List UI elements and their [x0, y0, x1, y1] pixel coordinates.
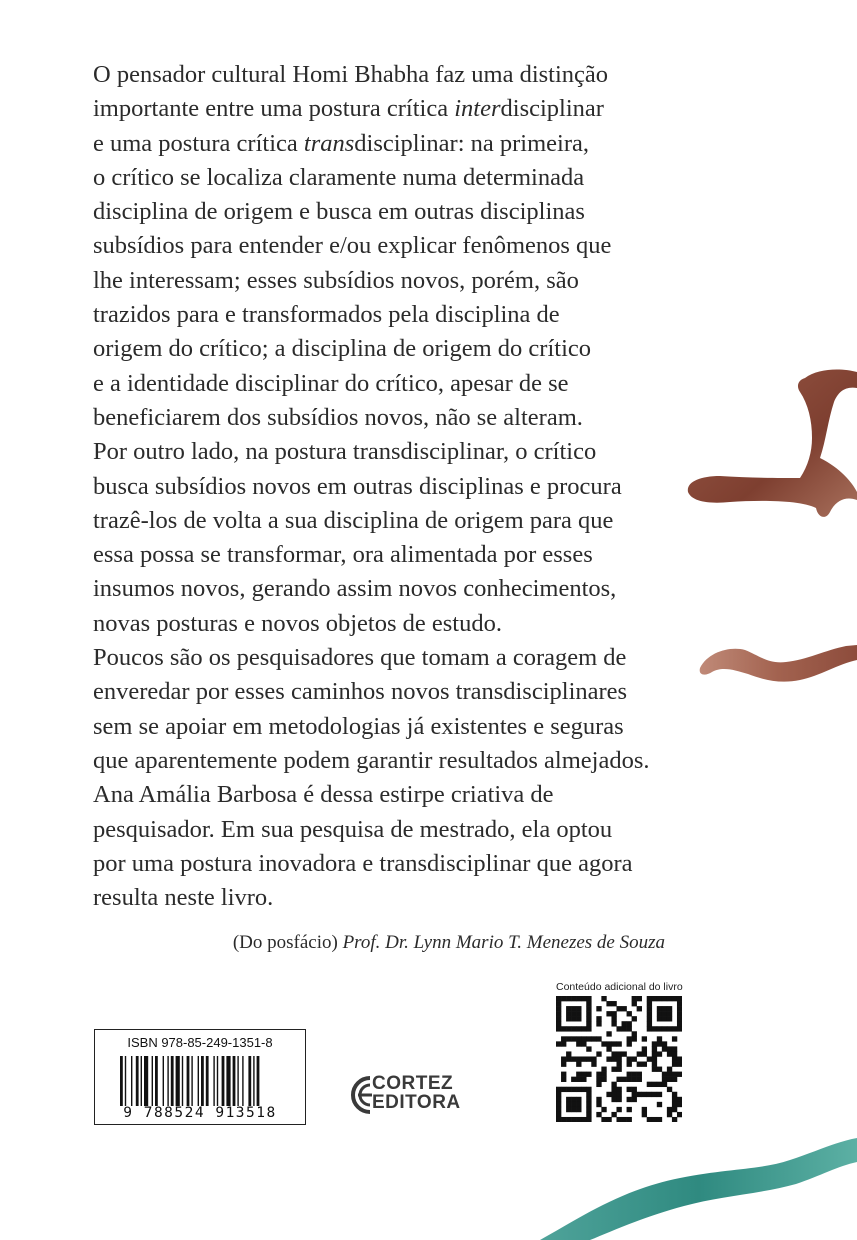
text-line: importante entre uma postura crítica interdisciplinar	[93, 95, 604, 123]
text-line: novas posturas e novos objetos de estudo.	[93, 609, 502, 637]
text-line: origem do crítico; a disciplina de origem do crítico	[93, 335, 592, 363]
attribution-source: (Do posfácio)	[232, 932, 338, 953]
cortez-logo-icon	[350, 1072, 374, 1118]
text-line: insumos novos, gerando assim novos conhecimentos,	[93, 575, 617, 603]
isbn-label: ISBN 978-85-249-1351-8	[127, 1035, 273, 1050]
main-text	[93, 58, 693, 915]
text-line: por uma postura inovadora e transdisciplinar que agora	[93, 849, 633, 877]
text-line: O pensador cultural Homi Bhabha faz uma distinção	[93, 61, 609, 88]
text-line: que aparentemente podem garantir resultados almejados.	[93, 746, 650, 774]
qr-caption: Conteúdo adicional do livro	[556, 981, 683, 993]
text-line: trazidos para e transformados pela disciplina de	[93, 301, 560, 329]
text-line: lhe interessam; esses subsídios novos, porém, são	[93, 266, 579, 294]
publisher-logo	[372, 1074, 461, 1112]
text-line: busca subsídios novos em outras disciplinas e procura	[93, 472, 622, 500]
attribution	[233, 932, 665, 954]
text-line: disciplina de origem e busca em outras disciplinas	[93, 198, 585, 226]
text-line: pesquisador. Em sua pesquisa de mestrado, ela optou	[93, 815, 613, 843]
text-line: essa possa se transformar, ora alimentada por esses	[93, 541, 593, 569]
text-line: o crítico se localiza claramente numa determinada	[93, 163, 585, 191]
text-line: Poucos são os pesquisadores que tomam a coragem de	[93, 644, 627, 672]
publisher-subname: EDITORA	[372, 1092, 461, 1113]
publisher-name: CORTEZ	[372, 1073, 454, 1094]
text-line: Por outro lado, na postura transdisciplinar, o crítico	[93, 438, 597, 466]
text-line: subsídios para entender e/ou explicar fenômenos que	[93, 232, 612, 260]
text-line: sem se apoiar em metodologias já existentes e seguras	[93, 712, 624, 740]
text-line: enveredar por esses caminhos novos transdisciplinares	[93, 678, 628, 706]
attribution-author: Prof. Dr. Lynn Mario T. Menezes de Souza	[342, 932, 665, 953]
text-line: e a identidade disciplinar do crítico, apesar de se	[93, 369, 569, 397]
brown-shape-upper	[688, 370, 857, 517]
brown-shape-lower	[700, 645, 857, 682]
text-line: Ana Amália Barbosa é dessa estirpe criativa de	[93, 781, 554, 809]
barcode-bars	[120, 1056, 282, 1106]
text-line: e uma postura crítica transdisciplinar: na primeira,	[93, 129, 589, 157]
barcode-digits: 9 788524 913518	[123, 1105, 277, 1121]
qr-code[interactable]	[556, 996, 682, 1122]
text-line: resulta neste livro.	[93, 884, 274, 912]
text-line: trazê-los de volta a sua disciplina de origem para que	[93, 506, 614, 534]
teal-shape	[540, 1138, 857, 1240]
isbn-barcode	[94, 1029, 306, 1125]
text-line: beneficiarem dos subsídios novos, não se alteram.	[93, 403, 583, 431]
